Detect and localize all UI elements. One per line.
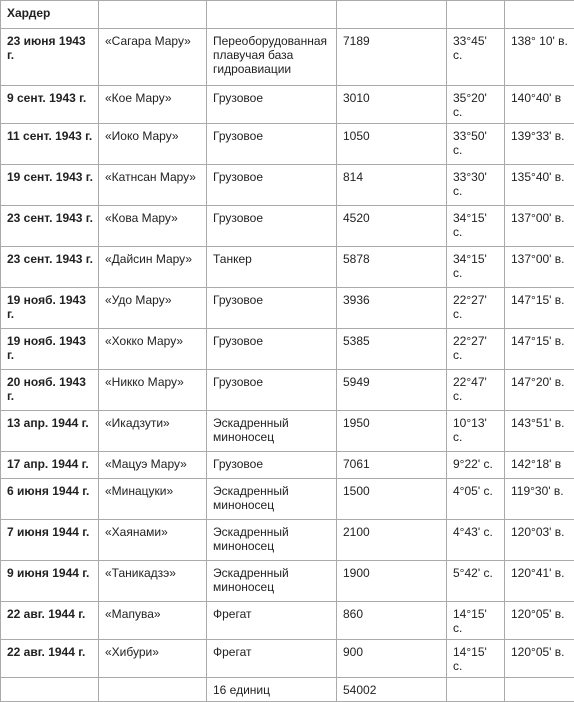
ship-type-cell: Грузовое — [207, 206, 337, 247]
table-body — [1, 1, 574, 702]
tonnage-cell: 814 — [337, 165, 447, 206]
ship-name-cell: «Катнсан Мару» — [99, 165, 207, 206]
total-count-cell: 16 единиц — [207, 678, 337, 702]
longitude-cell: 147°15' в. — [505, 329, 574, 370]
date-cell: 6 июня 1944 г. — [1, 479, 99, 520]
date-cell: 19 сент. 1943 г. — [1, 165, 99, 206]
ship-type-cell: Грузовое — [207, 288, 337, 329]
table-row — [1, 602, 574, 640]
ship-name-cell: «Икадзути» — [99, 411, 207, 452]
date-cell: 20 нояб. 1943 г. — [1, 370, 99, 411]
ship-name-cell: «Хаянами» — [99, 520, 207, 561]
date-cell: 22 авг. 1944 г. — [1, 640, 99, 678]
longitude-cell: 137°00' в. — [505, 247, 574, 288]
latitude-cell: 33°45' с. — [447, 29, 505, 86]
latitude-cell: 35°20' с. — [447, 86, 505, 124]
total-empty-cell — [1, 678, 99, 702]
longitude-cell: 120°03' в. — [505, 520, 574, 561]
total-empty-cell — [505, 678, 574, 702]
tonnage-cell: 3936 — [337, 288, 447, 329]
table-row — [1, 411, 574, 452]
table-row — [1, 206, 574, 247]
ship-name-cell: «Минацуки» — [99, 479, 207, 520]
total-empty-cell — [99, 678, 207, 702]
latitude-cell: 14°15' с. — [447, 602, 505, 640]
table-row — [1, 29, 574, 86]
header-empty-cell — [447, 1, 505, 29]
date-cell: 17 апр. 1944 г. — [1, 452, 99, 479]
ship-name-cell: «Кова Мару» — [99, 206, 207, 247]
latitude-cell: 9°22' с. — [447, 452, 505, 479]
latitude-cell: 4°05' с. — [447, 479, 505, 520]
table-row — [1, 640, 574, 678]
tonnage-cell: 5878 — [337, 247, 447, 288]
header-empty-cell — [207, 1, 337, 29]
table-row — [1, 247, 574, 288]
ship-type-cell: Фрегат — [207, 602, 337, 640]
tonnage-cell: 5949 — [337, 370, 447, 411]
longitude-cell: 142°18' в — [505, 452, 574, 479]
ship-name-cell: «Удо Мару» — [99, 288, 207, 329]
ship-type-cell: Фрегат — [207, 640, 337, 678]
latitude-cell: 22°47' с. — [447, 370, 505, 411]
longitude-cell: 143°51' в. — [505, 411, 574, 452]
latitude-cell: 5°42' с. — [447, 561, 505, 602]
date-cell: 7 июня 1944 г. — [1, 520, 99, 561]
table-row — [1, 370, 574, 411]
ship-name-cell: «Хокко Мару» — [99, 329, 207, 370]
ship-type-cell: Грузовое — [207, 452, 337, 479]
latitude-cell: 14°15' с. — [447, 640, 505, 678]
latitude-cell: 22°27' с. — [447, 329, 505, 370]
date-cell: 9 сент. 1943 г. — [1, 86, 99, 124]
table-row — [1, 165, 574, 206]
longitude-cell: 120°05' в. — [505, 602, 574, 640]
ship-name-cell: «Иоко Мару» — [99, 124, 207, 165]
latitude-cell: 33°30' с. — [447, 165, 505, 206]
header-title-cell: Хардер — [1, 1, 99, 29]
ship-name-cell: «Мацуэ Мару» — [99, 452, 207, 479]
latitude-cell: 34°15' с. — [447, 247, 505, 288]
tonnage-cell: 1950 — [337, 411, 447, 452]
header-empty-cell — [505, 1, 574, 29]
ship-name-cell: «Хибури» — [99, 640, 207, 678]
tonnage-cell: 1900 — [337, 561, 447, 602]
total-row — [1, 678, 574, 702]
date-cell: 23 июня 1943 г. — [1, 29, 99, 86]
ship-type-cell: Эскадренный миноносец — [207, 520, 337, 561]
ship-name-cell: «Дайсин Мару» — [99, 247, 207, 288]
latitude-cell: 10°13' с. — [447, 411, 505, 452]
date-cell: 22 авг. 1944 г. — [1, 602, 99, 640]
ship-type-cell: Грузовое — [207, 370, 337, 411]
ship-name-cell: «Мапува» — [99, 602, 207, 640]
total-empty-cell — [447, 678, 505, 702]
tonnage-cell: 5385 — [337, 329, 447, 370]
ship-type-cell: Эскадренный миноносец — [207, 479, 337, 520]
tonnage-cell: 4520 — [337, 206, 447, 247]
table-row — [1, 86, 574, 124]
ship-type-cell: Танкер — [207, 247, 337, 288]
latitude-cell: 34°15' с. — [447, 206, 505, 247]
ship-type-cell: Грузовое — [207, 329, 337, 370]
ship-name-cell: «Кое Мару» — [99, 86, 207, 124]
longitude-cell: 120°05' в. — [505, 640, 574, 678]
longitude-cell: 140°40' в — [505, 86, 574, 124]
total-tonnage-cell: 54002 — [337, 678, 447, 702]
longitude-cell: 137°00' в. — [505, 206, 574, 247]
ship-name-cell: «Никко Мару» — [99, 370, 207, 411]
latitude-cell: 33°50' с. — [447, 124, 505, 165]
table-row — [1, 124, 574, 165]
date-cell: 19 нояб. 1943 г. — [1, 288, 99, 329]
ship-type-cell: Эскадренный миноносец — [207, 411, 337, 452]
tonnage-cell: 900 — [337, 640, 447, 678]
latitude-cell: 4°43' с. — [447, 520, 505, 561]
table-row — [1, 288, 574, 329]
date-cell: 11 сент. 1943 г. — [1, 124, 99, 165]
tonnage-cell: 2100 — [337, 520, 447, 561]
ship-type-cell: Переоборудованная плавучая база гидроавиации — [207, 29, 337, 86]
longitude-cell: 135°40' в. — [505, 165, 574, 206]
tonnage-cell: 1500 — [337, 479, 447, 520]
ship-name-cell: «Сагара Мару» — [99, 29, 207, 86]
longitude-cell: 138° 10' в. — [505, 29, 574, 86]
date-cell: 9 июня 1944 г. — [1, 561, 99, 602]
date-cell: 23 сент. 1943 г. — [1, 206, 99, 247]
header-empty-cell — [337, 1, 447, 29]
tonnage-cell: 860 — [337, 602, 447, 640]
header-empty-cell — [99, 1, 207, 29]
longitude-cell: 139°33' в. — [505, 124, 574, 165]
ship-type-cell: Грузовое — [207, 165, 337, 206]
date-cell: 23 сент. 1943 г. — [1, 247, 99, 288]
tonnage-cell: 3010 — [337, 86, 447, 124]
latitude-cell: 22°27' с. — [447, 288, 505, 329]
tonnage-cell: 1050 — [337, 124, 447, 165]
tonnage-cell: 7061 — [337, 452, 447, 479]
table-row — [1, 479, 574, 520]
date-cell: 19 нояб. 1943 г. — [1, 329, 99, 370]
ship-name-cell: «Таникадзэ» — [99, 561, 207, 602]
longitude-cell: 147°15' в. — [505, 288, 574, 329]
date-cell: 13 апр. 1944 г. — [1, 411, 99, 452]
table-row — [1, 452, 574, 479]
tonnage-cell: 7189 — [337, 29, 447, 86]
table-row — [1, 561, 574, 602]
ship-type-cell: Эскадренный миноносец — [207, 561, 337, 602]
longitude-cell: 120°41' в. — [505, 561, 574, 602]
ship-type-cell: Грузовое — [207, 86, 337, 124]
longitude-cell: 147°20' в. — [505, 370, 574, 411]
longitude-cell: 119°30' в. — [505, 479, 574, 520]
table-row — [1, 520, 574, 561]
ship-type-cell: Грузовое — [207, 124, 337, 165]
header-row — [1, 1, 574, 29]
table-row — [1, 329, 574, 370]
